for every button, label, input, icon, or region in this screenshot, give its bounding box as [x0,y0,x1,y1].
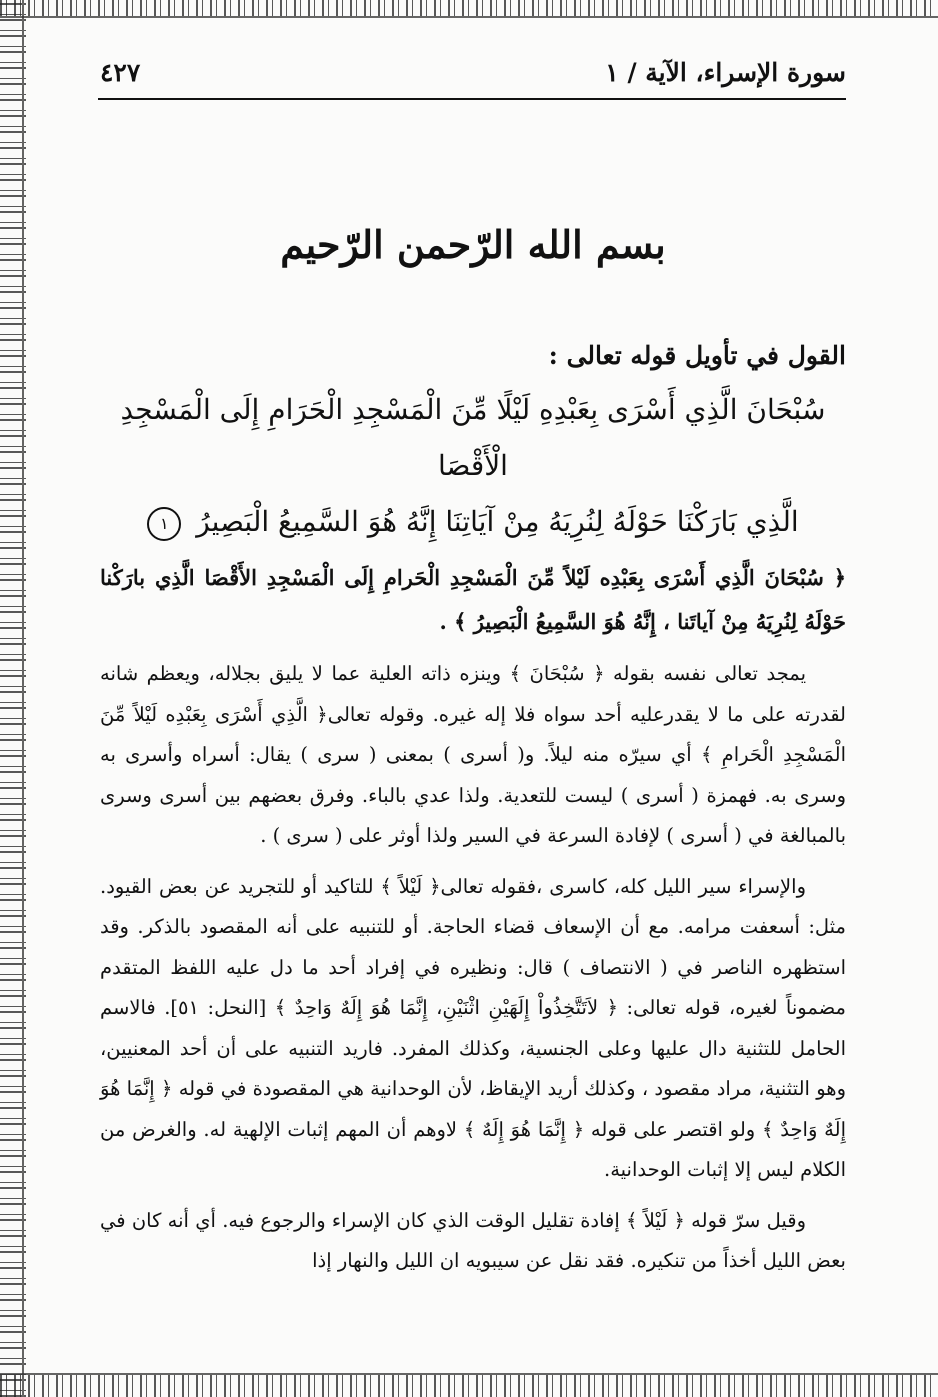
verse-number-marker: ١ [147,507,181,541]
quoted-verse: ﴿ سُبْحَانَ الَّذِي أَسْرَى بِعَبْدِه لَيْلاً مِّنَ الْمَسْجِدِ الْحَرامِ إِلَى الْمَسْجِدِ الأَقْصَا الَّذِي بارَكْنا حَوْلَهُ لِنُرِيَهُ مِنْ آياتَنا ، إِنَّهُ هُوَ السَّمِيعُ الْبَصِيرُ ﴾ . [100,565,846,634]
header-divider [98,98,846,100]
verse-line-2-text: الَّذِي بَارَكْنَا حَوْلَهُ لِنُرِيَهُ مِنْ آيَاتِنَا إِنَّهُ هُوَ السَّمِيعُ الْبَصِيرُ [196,505,799,538]
section-heading: القول في تأويل قوله تعالى : [548,341,846,370]
main-content [100,336,846,1292]
basmala: بسم الله الرّحمن الرّحيم [280,222,666,267]
verse-line-2 [100,494,846,550]
header-title: سورة الإسراء، الآية / ١ [605,58,846,87]
ornamental-border-top [0,0,938,18]
verse-line-1: سُبْحَانَ الَّذِي أَسْرَى بِعَبْدِهِ لَيْلًا مِّنَ الْمَسْجِدِ الْحَرَامِ إِلَى الْمَسْجِدِ الْأَقْصَا [120,393,826,482]
paragraph-2: والإسراء سير الليل كله، كاسرى ،فقوله تعالى﴿ لَيْلاً ﴾ للتاكيد أو للتجريد عن بعض القيود. مثل: أسعفت مرامه. مع أن الإسعاف قضاء الحاجة. أو للتنبيه على أنه المقصود بالذكر. وقد استظهره الناصر في ( الانتصاف ) قال: ونظيره في إفراد أحد ما دل عليه اللفظ المتقدم مضموناً لغيره، قوله تعالى: ﴿ لاَتَتَّخِذُواْ إِلَهَيْنِ اثْنَيْنِ، إِنَّمَا هُوَ إِلَهٌ وَاحِدٌ ﴾ [النحل: ٥١]. فالاسم الحامل للتثنية دال عليها وعلى الجنسية، وكذلك المفرد. فاريد التنبيه على أن أحد المعنيين، وهو التثنية، مراد مقصود ، وكذلك أريد الإيقاظ، لأن الوحدانية هي المقصودة في قوله ﴿ إِنَّمَا هُوَ إِلَهٌ وَاحِدٌ ﴾ ولو اقتصر على قوله ﴿ إِنَّمَا هُوَ إِلَهٌ ﴾ لاوهم أن المهم إثبات الإلهية له. والغرض من الكلام ليس إلا إثبات الوحدانية. [100,874,846,1181]
ornamental-border-left [0,0,26,1397]
running-header [100,58,846,98]
page-number: ٤٢٧ [100,58,141,87]
ornamental-border-bottom [0,1373,938,1397]
paragraph-1: يمجد تعالى نفسه بقوله ﴿ سُبْحَانَ ﴾ وينزه ذاته العلية عما لا يليق بجلاله، ويعظم شانه لقدرته على ما لا يقدرعليه أحد سواه فلا إله غيره. وقوله تعالى﴿ الَّذِي أَسْرَى بِعَبْدِه لَيْلاً مِّنَ الْمَسْجِدِ الْحَرامِ ﴾ أي سيرّه منه ليلاً. و( أسرى ) بمعنى ( سرى ) يقال: أسراه وأسرى به وسرى به. فهمزة ( أسرى ) ليست للتعدية. ولذا عدي بالباء. وفرق بعضهم بين أسرى وسرى بالمبالغة في ( أسرى ) لإفادة السرعة في السير ولذا أوثر على ( سرى ) . [100,662,846,847]
paragraph-3: وقيل سرّ قوله ﴿ لَيْلاً ﴾ إفادة تقليل الوقت الذي كان الإسراء والرجوع فيه. أي أنه كان في بعض الليل أخذاً من تنكيره. فقد نقل عن سيبويه ان الليل والنهار إذا [100,1208,846,1272]
